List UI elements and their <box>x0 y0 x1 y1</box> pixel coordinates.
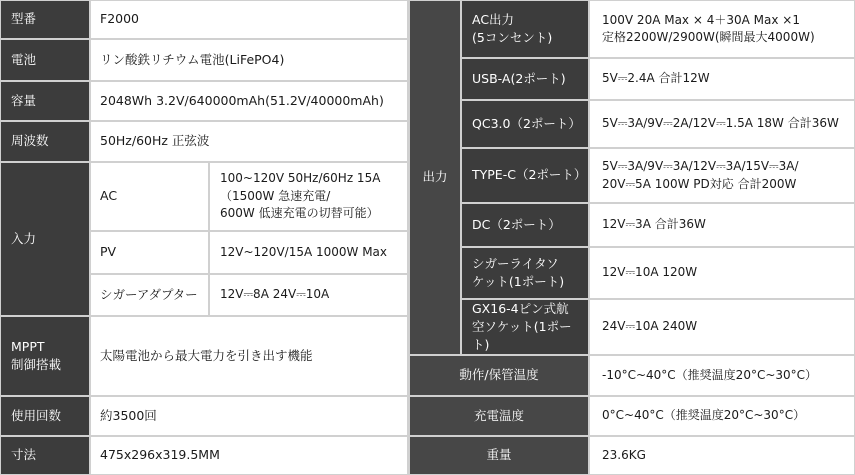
frequency-value: 50Hz/60Hz 正弦波 <box>91 122 407 161</box>
model-value: F2000 <box>91 1 407 38</box>
weight-value: 23.6KG <box>590 437 854 474</box>
output-ac-label: AC出力 (5コンセント) <box>462 1 588 57</box>
output-gx16-label: GX16-4ピン式航 空ソケット(1ポート) <box>462 300 588 354</box>
output-cigar-value: 12V⎓10A 120W <box>590 248 854 298</box>
output-qc-value: 5V⎓3A/9V⎓2A/12V⎓1.5A 18W 合計36W <box>590 101 854 147</box>
dimensions-label: 寸法 <box>1 437 89 474</box>
input-ac-label: AC <box>91 163 208 230</box>
cycles-value: 約3500回 <box>91 397 407 435</box>
operating-temp-value: -10°C~40°C（推奨温度20°C~30°C） <box>590 356 854 395</box>
capacity-label: 容量 <box>1 82 89 120</box>
output-dc-value: 12V⎓3A 合計36W <box>590 204 854 246</box>
output-typec-label: TYPE-C（2ポート） <box>462 149 588 202</box>
output-cigar-label: シガーライタソ ケット(1ポート) <box>462 248 588 298</box>
mppt-label: MPPT 制御搭載 <box>1 317 89 395</box>
output-dc-label: DC（2ポート） <box>462 204 588 246</box>
output-label: 出力 <box>410 1 460 354</box>
frequency-label: 周波数 <box>1 122 89 161</box>
operating-temp-label: 動作/保管温度 <box>410 356 588 395</box>
output-ac-value: 100V 20A Max × 4＋30A Max ×1 定格2200W/2900W(瞬間最大4000W) <box>590 1 854 57</box>
dimensions-value: 475x296x319.5MM <box>91 437 407 474</box>
input-label: 入力 <box>1 163 89 315</box>
charging-temp-label: 充電温度 <box>410 397 588 435</box>
input-ac-value: 100~120V 50Hz/60Hz 15A （1500W 急速充電/ 600W 低速充電の切替可能） <box>210 163 407 230</box>
cycles-label: 使用回数 <box>1 397 89 435</box>
battery-label: 電池 <box>1 40 89 80</box>
weight-label: 重量 <box>410 437 588 474</box>
input-pv-value: 12V~120V/15A 1000W Max <box>210 232 407 273</box>
input-pv-label: PV <box>91 232 208 273</box>
capacity-value: 2048Wh 3.2V/640000mAh(51.2V/40000mAh) <box>91 82 407 120</box>
output-usba-label: USB-A(2ポート) <box>462 59 588 99</box>
charging-temp-value: 0°C~40°C（推奨温度20°C~30°C） <box>590 397 854 435</box>
input-cigar-value: 12V⎓8A 24V⎓10A <box>210 275 407 315</box>
model-label: 型番 <box>1 1 89 38</box>
output-typec-value: 5V⎓3A/9V⎓3A/12V⎓3A/15V⎓3A/ 20V⎓5A 100W PD対応 合計200W <box>590 149 854 202</box>
output-usba-value: 5V⎓2.4A 合計12W <box>590 59 854 99</box>
output-qc-label: QC3.0（2ポート） <box>462 101 588 147</box>
battery-value: リン酸鉄リチウム電池(LiFePO4) <box>91 40 407 80</box>
input-cigar-label: シガーアダプター <box>91 275 208 315</box>
mppt-value: 太陽電池から最大電力を引き出す機能 <box>91 317 407 395</box>
output-gx16-value: 24V⎓10A 240W <box>590 300 854 354</box>
